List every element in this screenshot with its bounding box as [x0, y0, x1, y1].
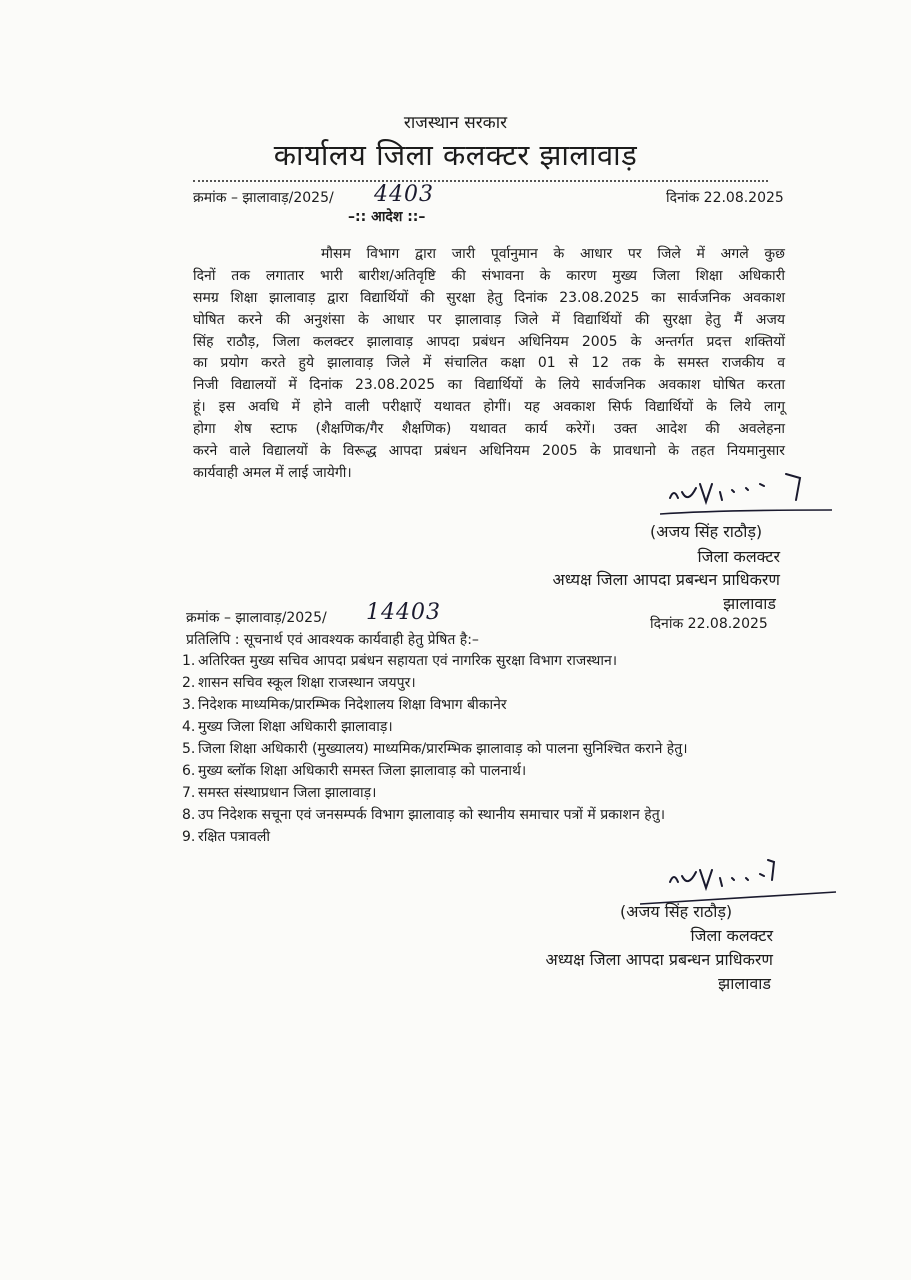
order-reference — [193, 188, 334, 207]
list-item-number: 5. — [182, 741, 196, 757]
list-item-text: शासन सचिव स्कूल शिक्षा राजस्थान जयपुर। — [198, 675, 416, 691]
copy-reference-number: 14403 — [366, 600, 441, 625]
signature-1-icon — [660, 462, 840, 522]
order-body-line: सिंह राठौड़, जिला कलक्टर झालावाड़ आपदा प्रबंधन अधिनियम 2005 के अन्तर्गत प्रदत्त शक्तियों — [193, 333, 785, 350]
copy-date: दिनांक 22.08.2025 — [650, 616, 768, 632]
list-item-number: 8. — [182, 807, 196, 823]
list-item — [182, 651, 772, 671]
order-body-line: होगा शेष स्टाफ (शैक्षणिक/गैर शैक्षणिक) यथावत कार्य करेगें। उक्त आदेश की अवलेहना — [193, 421, 785, 438]
signatory-1-name: (अजय सिंह राठौड़) — [650, 522, 763, 541]
list-item-text: समस्त संस्थाप्रधान जिला झालावाड़। — [198, 785, 377, 801]
list-item — [182, 805, 772, 825]
copy-reference-prefix: क्रमांक – झालावाड़/2025/ — [186, 610, 327, 626]
header-divider — [193, 180, 768, 182]
order-body-line: समग्र शिक्षा झालावाड़ द्वारा विद्यार्थियों की सुरक्षा हेतु दिनांक 23.08.2025 का सार्वजनिक अवकाश — [193, 289, 785, 306]
signatory-2-role: अध्यक्ष जिला आपदा प्रबन्धन प्राधिकरण — [545, 950, 773, 969]
list-item-number: 6. — [182, 763, 196, 779]
list-item — [182, 695, 772, 715]
order-body-line: कार्यवाही अमल में लाई जायेगी। — [193, 464, 352, 481]
list-item-text: रक्षित पत्रावली — [198, 829, 271, 845]
list-item-text: अतिरिक्त मुख्य सचिव आपदा प्रबंधन सहायता एवं नागरिक सुरक्षा विभाग राजस्थान। — [198, 653, 618, 669]
order-body-line: हूं। इस अवधि में होने वाली परीक्षाऐं यथावत होगीं। यह अवकाश सिर्फ विद्यार्थियों के लिये लागू — [193, 399, 785, 416]
signatory-2-place: झालावाड — [718, 974, 771, 993]
office-title: कार्यालय जिला कलक्टर झालावाड़ — [273, 138, 638, 172]
list-item — [182, 739, 772, 759]
copy-intro: प्रतिलिपि : सूचनार्थ एवं आवश्यक कार्यवाही हेतु प्रेषित है:– — [186, 632, 479, 648]
signatory-2-designation: जिला कलक्टर — [690, 926, 773, 945]
list-item — [182, 761, 772, 781]
signatory-1-designation: जिला कलक्टर — [697, 547, 780, 566]
distribution-list — [182, 651, 772, 849]
list-item-number: 3. — [182, 697, 196, 713]
order-title: –:: आदेश ::– — [348, 209, 426, 225]
order-reference-prefix: क्रमांक – झालावाड़/2025/ — [193, 190, 334, 206]
list-item — [182, 783, 772, 803]
government-title: राजस्थान सरकार — [403, 113, 508, 133]
signatory-1-role: अध्यक्ष जिला आपदा प्रबन्धन प्राधिकरण — [552, 570, 780, 589]
order-body-line: मौसम विभाग द्वारा जारी पूर्वानुमान के आधार पर जिले में अगले कुछ — [321, 246, 785, 262]
order-reference-number: 4403 — [374, 182, 434, 207]
list-item-number: 1. — [182, 653, 196, 669]
order-body-line: दिनों तक लगातार भारी बारीश/अतिवृष्टि की संभावना के कारण मुख्य जिला शिक्षा अधिकारी — [193, 267, 785, 284]
order-body-line: करने वाले विद्यालयों के विरूद्ध आपदा प्रबंधन अधिनियम 2005 के प्रावधानो के तहत नियमानुसार — [193, 443, 785, 460]
list-item-text: निदेशक माध्यमिक/प्रारम्भिक निदेशालय शिक्षा विभाग बीकानेर — [198, 697, 507, 713]
list-item-number: 7. — [182, 785, 196, 801]
list-item-text: उप निदेशक सचूना एवं जनसम्पर्क विभाग झालावाड़ को स्थानीय समाचार पत्रों में प्रकाशन हेतु। — [198, 807, 666, 823]
list-item-number: 9. — [182, 829, 196, 845]
list-item-number: 2. — [182, 675, 196, 691]
order-body-line: निजी विद्यालयों में दिनांक 23.08.2025 का विद्यार्थियों के लिये सार्वजनिक अवकाश घोषित करता — [193, 377, 785, 394]
signatory-1-place: झालावाड — [723, 594, 776, 613]
list-item-number: 4. — [182, 719, 196, 735]
order-body — [193, 244, 785, 485]
order-body-line: का प्रयोग करते हुये झालावाड़ जिले में संचालित कक्षा 01 से 12 तक के समस्त राजकीय व — [193, 355, 785, 372]
list-item-text: मुख्य ब्लॉक शिक्षा अधिकारी समस्त जिला झालावाड़ को पालनार्थ। — [198, 763, 527, 779]
list-item — [182, 673, 772, 693]
list-item-text: मुख्य जिला शिक्षा अधिकारी झालावाड़। — [198, 719, 393, 735]
list-item — [182, 827, 772, 847]
order-date: दिनांक 22.08.2025 — [666, 190, 784, 206]
order-body-line: घोषित करने की अनुशंसा के आधार पर झालावाड़ जिले में विद्यार्थियों की सुरक्षा हेतु मैं अजय — [193, 311, 785, 328]
list-item — [182, 717, 772, 737]
list-item-text: जिला शिक्षा अधिकारी (मुख्यालय) माध्यमिक/प्रारम्भिक झालावाड़ को पालना सुनिश्चित कराने हेतु। — [198, 741, 688, 757]
signatory-2-name: (अजय सिंह राठौड़) — [620, 902, 733, 921]
